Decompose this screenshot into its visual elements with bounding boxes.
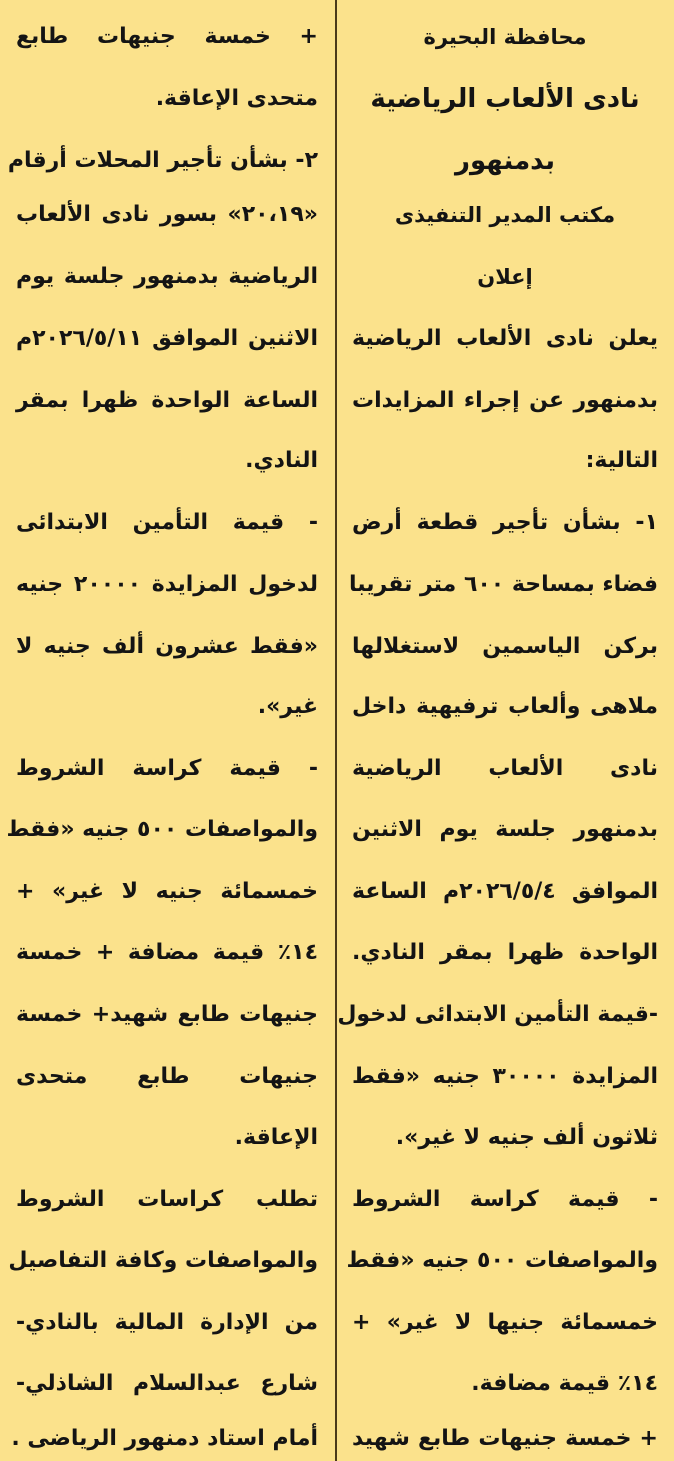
- text-line: غير».: [257, 694, 318, 719]
- text-line: ١- بشأن تأجير قطعة أرض: [352, 510, 658, 535]
- text-line: بركن الياسمين لاستغلالها: [352, 634, 658, 659]
- text-line: والمواصفات ٥٠٠ جنيه «فقط: [346, 1248, 658, 1273]
- text-line: المزايدة ٣٠٠٠٠ جنيه «فقط: [352, 1064, 658, 1089]
- text-line: بدمنهور عن إجراء المزايدات: [352, 388, 658, 413]
- text-line: جنيهات طابع متحدى: [16, 1064, 318, 1089]
- text-line: الرياضية بدمنهور جلسة يوم: [16, 264, 318, 289]
- text-line: والمواصفات ٥٠٠ جنيه «فقط: [6, 817, 318, 842]
- text-line: نادى الألعاب الرياضية: [352, 756, 658, 781]
- text-line: ثلاثون ألف جنيه لا غير».: [395, 1125, 658, 1150]
- text-line: ١٤٪ قيمة مضافة + خمسة: [16, 940, 318, 965]
- city-heading: بدمنهور: [455, 146, 555, 176]
- text-line: الواحدة ظهرا بمقر النادي.: [352, 940, 658, 965]
- right-column: [336, 0, 674, 1461]
- text-line: + خمسة جنيهات طابع شهيد: [352, 1426, 658, 1451]
- office-heading: مكتب المدير التنفيذى: [394, 203, 616, 227]
- text-line: شارع عبدالسلام الشاذلي-: [16, 1371, 318, 1396]
- text-line: ٢- بشأن تأجير المحلات أرقام: [7, 148, 318, 173]
- text-line: الموافق ٢٠٢٦/٥/٤م الساعة: [352, 879, 658, 904]
- text-line: - قيمة كراسة الشروط: [16, 756, 318, 781]
- text-line: أمام استاد دمنهور الرياضى .: [11, 1426, 318, 1451]
- text-line: -قيمة التأمين الابتدائى لدخول: [337, 1002, 658, 1027]
- text-line: الاثنين الموافق ٢٠٢٦/٥/١١م: [16, 326, 318, 351]
- text-line: + خمسة جنيهات طابع: [16, 24, 318, 49]
- text-line: يعلن نادى الألعاب الرياضية: [352, 326, 658, 351]
- text-line: متحدى الإعاقة.: [155, 86, 318, 111]
- column-divider: [335, 0, 337, 1461]
- text-line: النادي.: [245, 448, 318, 473]
- text-line: بدمنهور جلسة يوم الاثنين: [352, 817, 658, 842]
- text-line: فضاء بمساحة ٦٠٠ متر تقريبا: [349, 572, 658, 597]
- text-line: جنيهات طابع شهيد+ خمسة: [16, 1002, 318, 1027]
- left-column: [0, 0, 334, 1461]
- text-line: - قيمة كراسة الشروط: [352, 1187, 658, 1212]
- text-line: «فقط عشرون ألف جنيه لا: [16, 634, 318, 659]
- text-line: - قيمة التأمين الابتدائى: [16, 510, 318, 535]
- text-line: خمسمائة جنيه لا غير» +: [16, 879, 318, 904]
- club-name-heading: نادى الألعاب الرياضية: [370, 84, 640, 114]
- text-line: خمسمائة جنيها لا غير» +: [352, 1310, 658, 1335]
- text-line: من الإدارة المالية بالنادي-: [16, 1310, 318, 1335]
- announcement-title: إعلان: [477, 265, 533, 289]
- text-line: تطلب كراسات الشروط: [16, 1187, 318, 1212]
- governorate-heading: محافظة البحيرة: [423, 25, 587, 49]
- text-line: التالية:: [585, 448, 658, 473]
- text-line: الإعاقة.: [234, 1125, 318, 1150]
- text-line: ١٤٪ قيمة مضافة.: [471, 1371, 658, 1396]
- text-line: ملاهى وألعاب ترفيهية داخل: [352, 694, 658, 719]
- text-line: «٢٠،١٩» بسور نادى الألعاب: [16, 202, 318, 227]
- text-line: لدخول المزايدة ٢٠٠٠٠ جنيه: [16, 572, 318, 597]
- text-line: والمواصفات وكافة التفاصيل: [8, 1248, 318, 1273]
- text-line: الساعة الواحدة ظهرا بمقر: [16, 388, 318, 413]
